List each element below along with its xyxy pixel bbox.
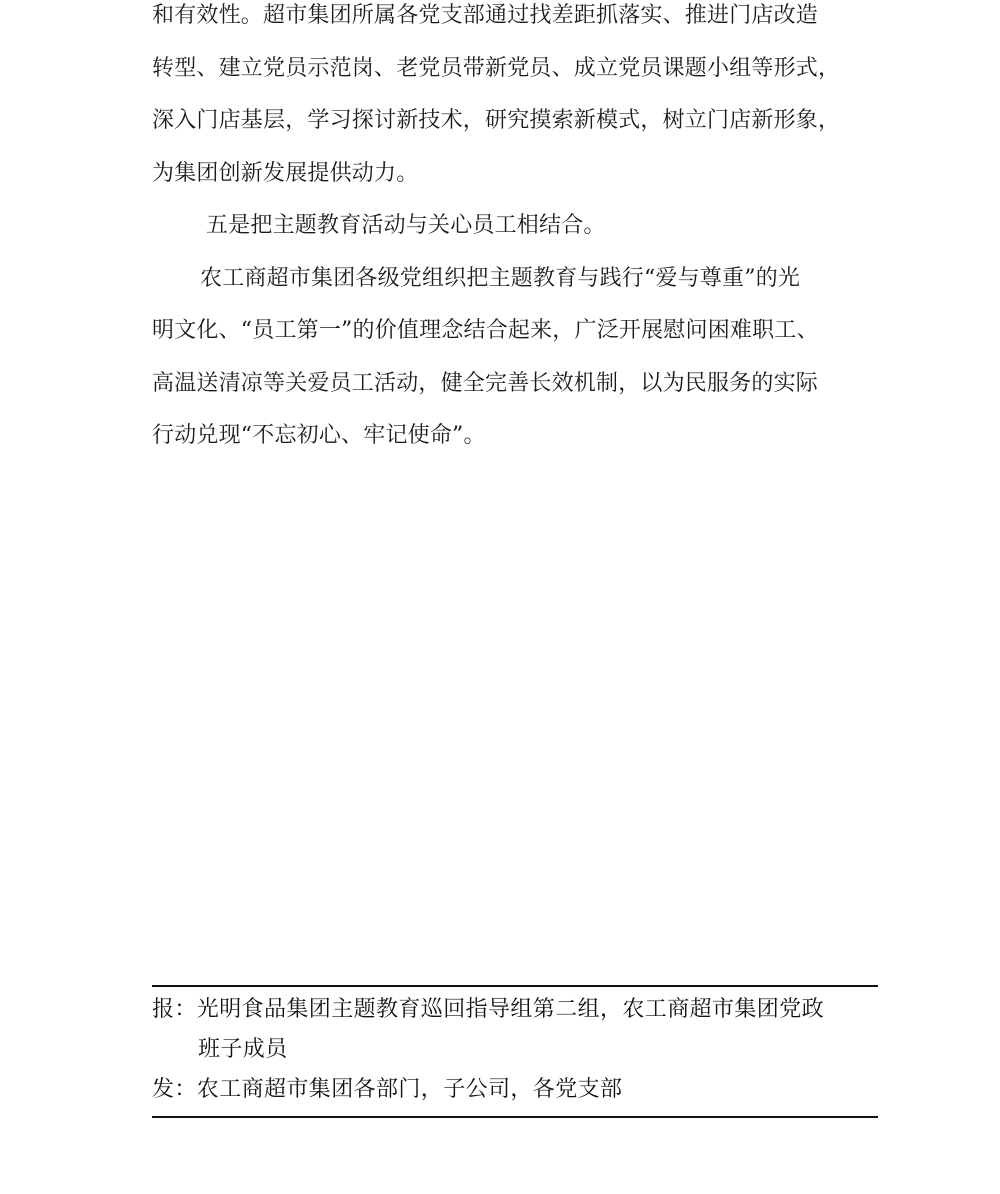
paragraph-line: 行动兑现“不忘初心、牢记使命”。 bbox=[152, 423, 486, 448]
section-heading: 五是把主题教育活动与关心员工相结合。 bbox=[206, 213, 606, 238]
paragraph-line: 明文化、“员工第一”的价值理念结合起来，广泛开展慰问困难职工、 bbox=[152, 318, 819, 343]
document-body bbox=[152, 0, 852, 476]
send-to-line: 发：农工商超市集团各部门，子公司，各党支部 bbox=[152, 1077, 623, 1102]
paragraph-line: 高温送清凉等关爱员工活动，健全完善长效机制，以为民服务的实际 bbox=[152, 370, 819, 396]
report-to-line: 报：光明食品集团主题教育巡回指导组第二组，农工商超市集团党政 bbox=[152, 997, 825, 1022]
paragraph-line: 深入门店基层，学习探讨新技术，研究摸索新模式，树立门店新形象， bbox=[152, 108, 841, 133]
distribution-bottom-rule bbox=[152, 1116, 878, 1118]
paragraph-line: 农工商超市集团各级党组织把主题教育与践行“爱与尊重”的光 bbox=[200, 265, 801, 291]
report-to-continuation: 班子成员 bbox=[198, 1037, 288, 1062]
distribution-top-rule bbox=[152, 985, 878, 987]
paragraph-line: 为集团创新发展提供动力。 bbox=[152, 160, 419, 186]
paragraph-line: 转型、建立党员示范岗、老党员带新党员、成立党员课题小组等形式， bbox=[152, 55, 841, 81]
paragraph-line: 和有效性。超市集团所属各党支部通过找差距抓落实、推进门店改造 bbox=[152, 3, 819, 28]
